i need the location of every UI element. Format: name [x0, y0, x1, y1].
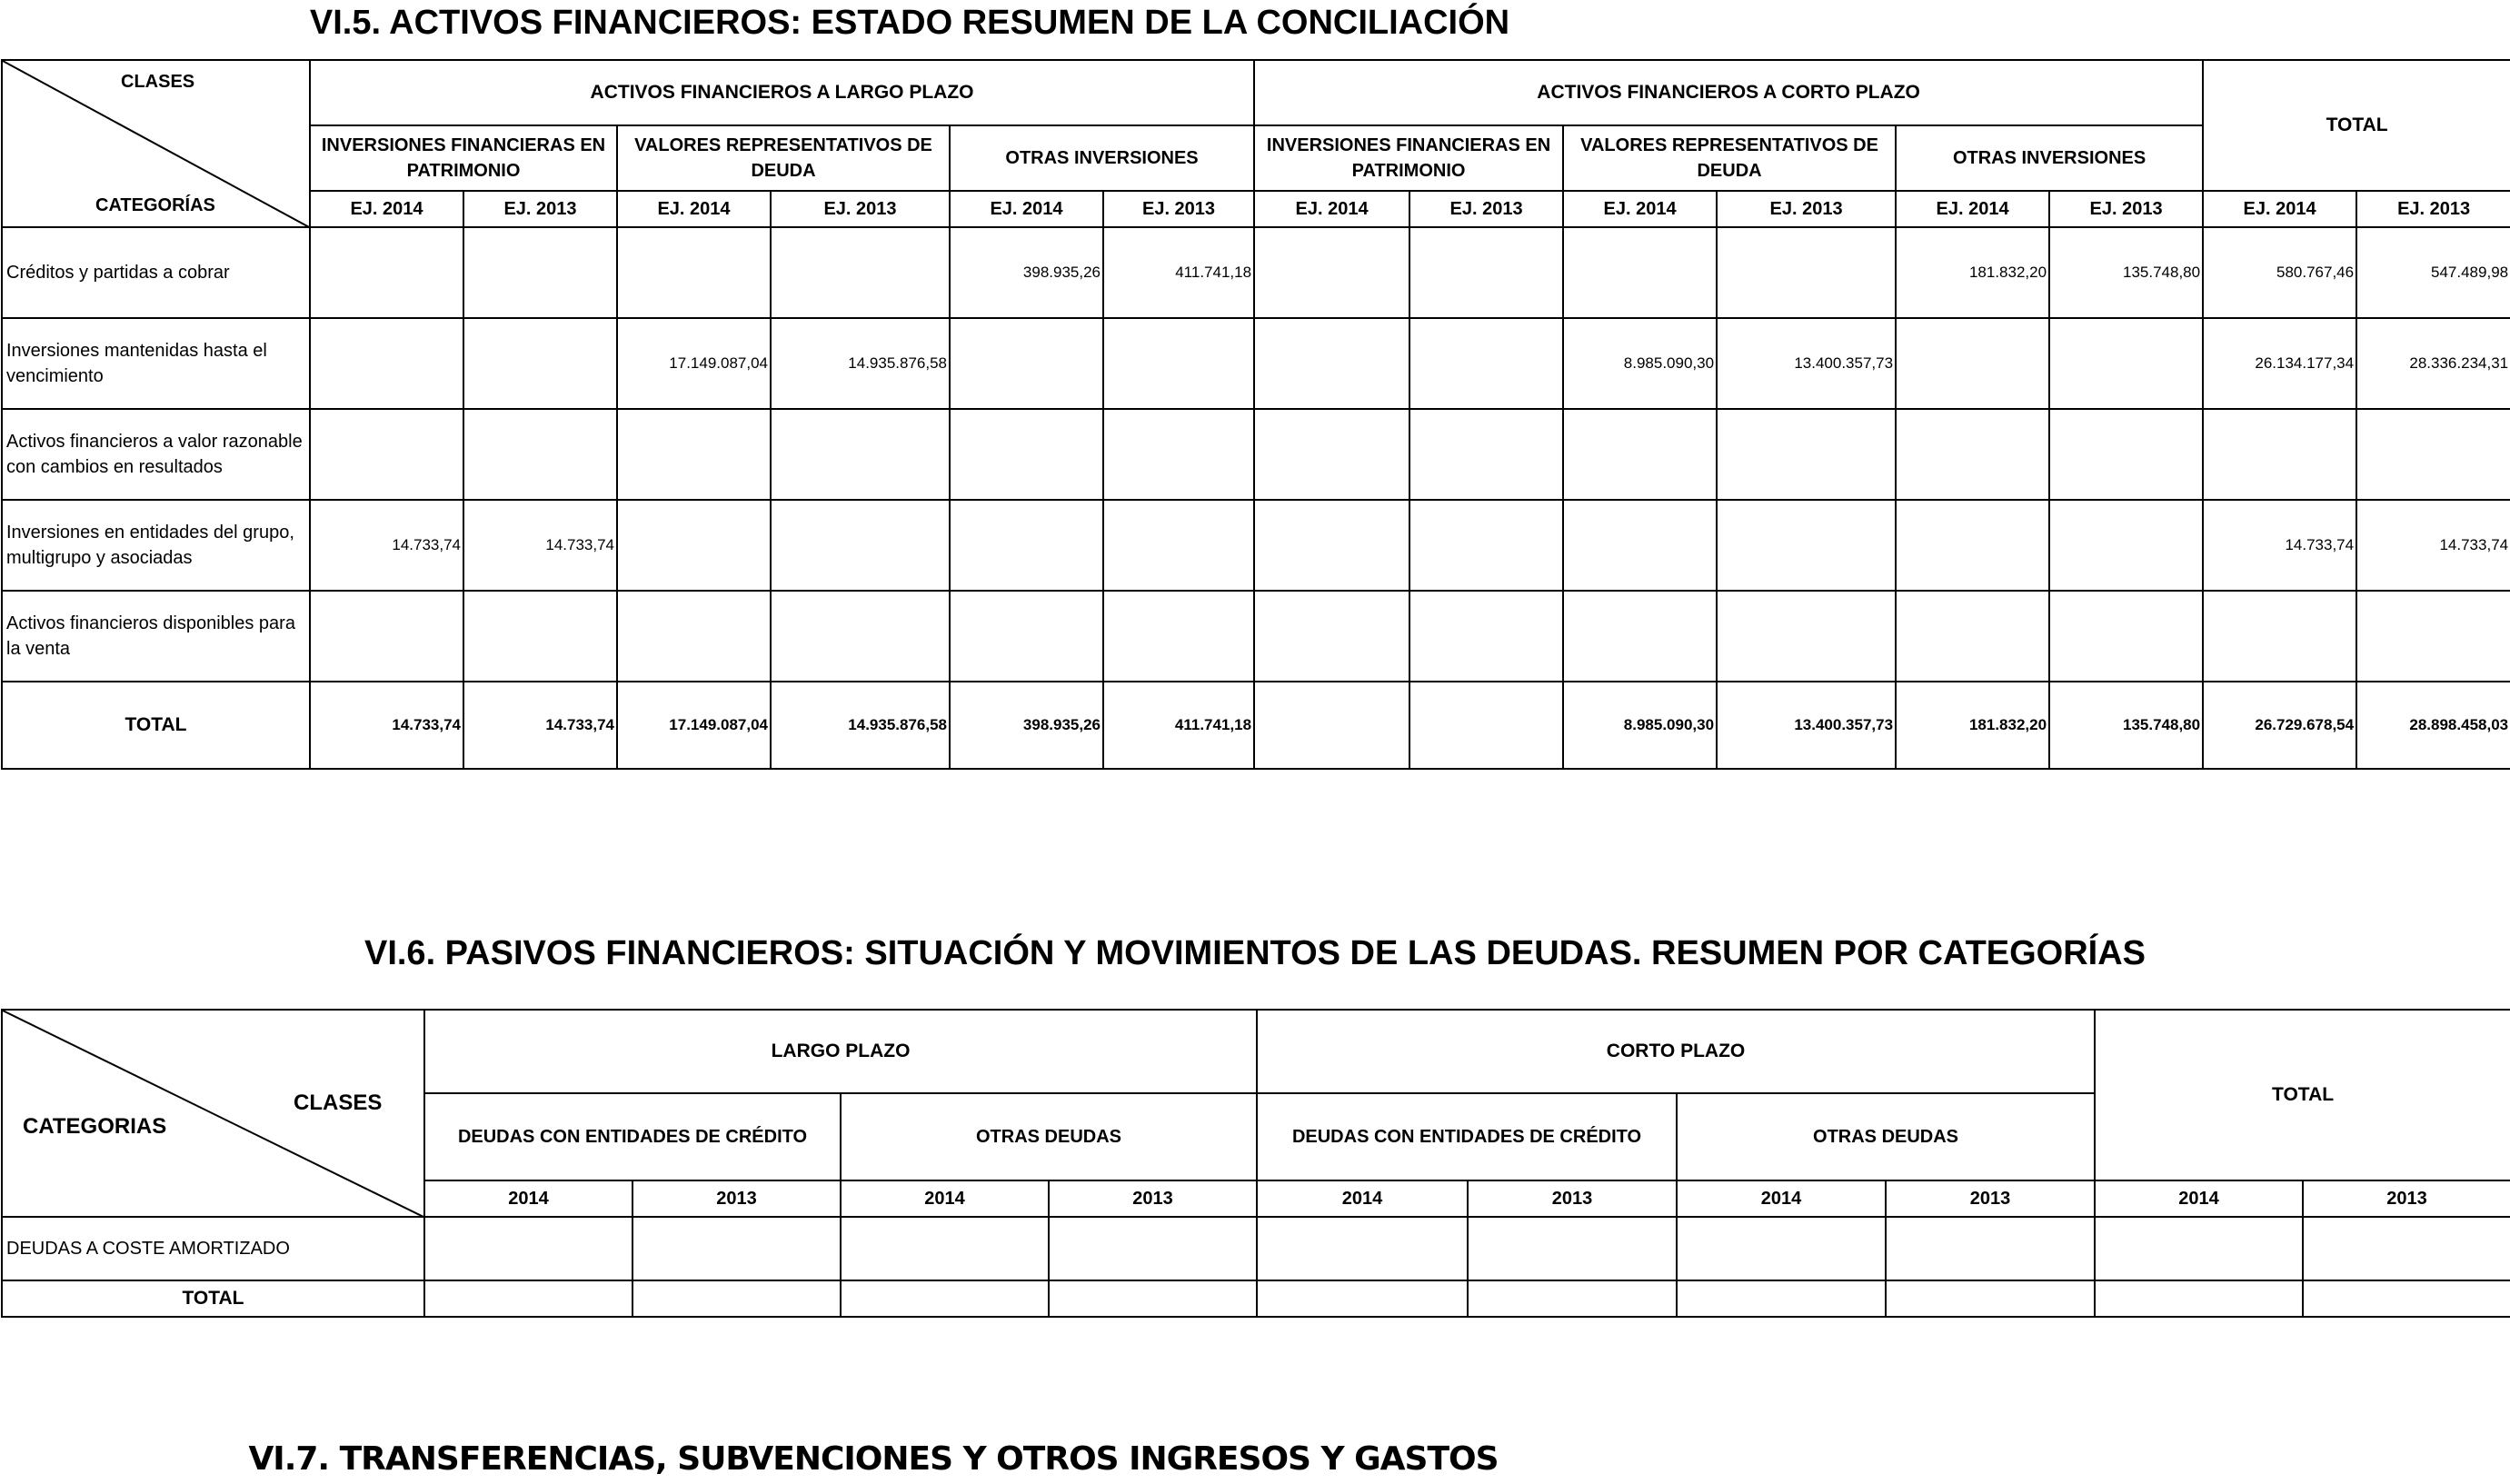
table-cell — [950, 500, 1103, 591]
table-cell — [617, 591, 771, 682]
table-cell — [463, 409, 617, 500]
subheader: OTRAS INVERSIONES — [1896, 125, 2203, 191]
table-cell — [1896, 591, 2049, 682]
total-cell — [1886, 1280, 2095, 1317]
table-cell — [1254, 227, 1409, 318]
total-row — [2, 682, 2510, 769]
year-header: EJ. 2013 — [463, 191, 617, 227]
total-cell — [2303, 1280, 2510, 1317]
group-header-largo: ACTIVOS FINANCIEROS A LARGO PLAZO — [310, 60, 1254, 125]
table-cell: 26.134.177,34 — [2203, 318, 2356, 409]
activos-financieros-table — [1, 59, 2510, 770]
table-cell — [2303, 1217, 2510, 1280]
table-row — [2, 1217, 2510, 1280]
year-header: EJ. 2013 — [1717, 191, 1896, 227]
subheader: DEUDAS CON ENTIDADES DE CRÉDITO — [424, 1093, 841, 1180]
table-cell — [1896, 500, 2049, 591]
total-cell — [1409, 682, 1563, 769]
table-cell — [1103, 591, 1254, 682]
table-cell — [2049, 500, 2203, 591]
section-title-activos: VI.5. ACTIVOS FINANCIEROS: ESTADO RESUMEN DE LA CONCILIACIÓN — [309, 4, 1510, 42]
corner-label-categorias: CATEGORÍAS — [95, 195, 215, 215]
year-header: EJ. 2013 — [1103, 191, 1254, 227]
table-cell — [2203, 591, 2356, 682]
group-header-corto: ACTIVOS FINANCIEROS A CORTO PLAZO — [1254, 60, 2203, 125]
total-cell: 14.733,74 — [463, 682, 617, 769]
table-cell — [463, 318, 617, 409]
table-cell — [2049, 591, 2203, 682]
table-cell — [2049, 318, 2203, 409]
table-cell — [1563, 500, 1717, 591]
table-cell — [2356, 409, 2510, 500]
table-cell — [310, 409, 463, 500]
table-cell: 398.935,26 — [950, 227, 1103, 318]
table-cell — [1409, 227, 1563, 318]
table-cell — [1896, 318, 2049, 409]
total-cell: 13.400.357,73 — [1717, 682, 1896, 769]
table-cell — [1677, 1217, 1886, 1280]
year-header: 2013 — [1468, 1180, 1677, 1217]
table-cell — [1103, 318, 1254, 409]
year-header: EJ. 2014 — [617, 191, 771, 227]
year-header: 2014 — [2095, 1180, 2303, 1217]
total-cell: 14.935.876,58 — [771, 682, 950, 769]
table-cell — [1717, 227, 1896, 318]
table-cell: 580.767,46 — [2203, 227, 2356, 318]
total-cell — [632, 1280, 841, 1317]
year-header: EJ. 2013 — [771, 191, 950, 227]
year-header: EJ. 2014 — [310, 191, 463, 227]
table-cell — [1717, 409, 1896, 500]
year-header: 2013 — [2303, 1180, 2510, 1217]
subheader: OTRAS DEUDAS — [841, 1093, 1257, 1180]
subheader: VALORES REPRESENTATIVOS DE DEUDA — [617, 125, 950, 191]
total-cell: 8.985.090,30 — [1563, 682, 1717, 769]
table-cell — [950, 318, 1103, 409]
table-cell: 181.832,20 — [1896, 227, 2049, 318]
group-header-largo: LARGO PLAZO — [424, 1010, 1257, 1093]
table-cell: 13.400.357,73 — [1717, 318, 1896, 409]
total-cell: 28.898.458,03 — [2356, 682, 2510, 769]
year-header: 2013 — [1886, 1180, 2095, 1217]
table-cell — [2356, 591, 2510, 682]
year-header: EJ. 2014 — [1254, 191, 1409, 227]
row-label: Inversiones mantenidas hasta el vencimiento — [2, 318, 310, 409]
total-cell — [424, 1280, 632, 1317]
table-cell — [463, 591, 617, 682]
table-cell — [1717, 500, 1896, 591]
corner-label-clases: CLASES — [121, 72, 195, 92]
total-cell: 398.935,26 — [950, 682, 1103, 769]
corner-label-categorias: CATEGORIAS — [23, 1114, 167, 1139]
total-cell — [1049, 1280, 1257, 1317]
table-cell: 17.149.087,04 — [617, 318, 771, 409]
table-row — [2, 227, 2510, 318]
total-cell: 181.832,20 — [1896, 682, 2049, 769]
table-cell — [771, 500, 950, 591]
table-cell: 28.336.234,31 — [2356, 318, 2510, 409]
table-cell — [310, 591, 463, 682]
table-cell — [771, 227, 950, 318]
total-label: TOTAL — [2, 682, 310, 769]
group-header-corto: CORTO PLAZO — [1257, 1010, 2095, 1093]
table-cell — [950, 409, 1103, 500]
total-cell: 135.748,80 — [2049, 682, 2203, 769]
year-header: EJ. 2014 — [2203, 191, 2356, 227]
row-label: Inversiones en entidades del grupo, multigrupo y asociadas — [2, 500, 310, 591]
total-cell — [1254, 682, 1409, 769]
year-header: EJ. 2013 — [2049, 191, 2203, 227]
corner-label-clases: CLASES — [294, 1091, 383, 1115]
year-header: 2014 — [1257, 1180, 1468, 1217]
corner-header — [2, 60, 310, 227]
table-cell — [1254, 500, 1409, 591]
table-cell: 14.733,74 — [463, 500, 617, 591]
row-label: Créditos y partidas a cobrar — [2, 227, 310, 318]
table-cell — [1103, 500, 1254, 591]
table-cell — [424, 1217, 632, 1280]
subheader: OTRAS DEUDAS — [1677, 1093, 2095, 1180]
section-title-pasivos: VI.6. PASIVOS FINANCIEROS: SITUACIÓN Y MOVIMIENTOS DE LAS DEUDAS. RESUMEN POR CATEGORÍAS — [364, 934, 2146, 972]
table-cell — [1254, 409, 1409, 500]
year-header: 2013 — [632, 1180, 841, 1217]
total-cell — [841, 1280, 1049, 1317]
table-cell — [1717, 591, 1896, 682]
year-header: 2014 — [424, 1180, 632, 1217]
year-header: 2014 — [841, 1180, 1049, 1217]
table-cell — [1409, 591, 1563, 682]
table-cell — [841, 1217, 1049, 1280]
total-cell — [1677, 1280, 1886, 1317]
table-cell — [1103, 409, 1254, 500]
subheader: INVERSIONES FINANCIERAS EN PATRIMONIO — [1254, 125, 1563, 191]
table-cell — [771, 591, 950, 682]
total-cell: 26.729.678,54 — [2203, 682, 2356, 769]
table-cell — [617, 409, 771, 500]
table-cell — [310, 318, 463, 409]
pasivos-financieros-table — [1, 1009, 2510, 1318]
total-cell: 17.149.087,04 — [617, 682, 771, 769]
table-cell: 14.733,74 — [2356, 500, 2510, 591]
total-cell — [1468, 1280, 1677, 1317]
table-cell: 8.985.090,30 — [1563, 318, 1717, 409]
table-cell — [1409, 500, 1563, 591]
table-cell — [463, 227, 617, 318]
table-cell — [1563, 227, 1717, 318]
table-cell — [1254, 591, 1409, 682]
table-cell — [1563, 409, 1717, 500]
corner-header — [2, 1010, 424, 1217]
total-cell — [2095, 1280, 2303, 1317]
table-row — [2, 500, 2510, 591]
subheader: DEUDAS CON ENTIDADES DE CRÉDITO — [1257, 1093, 1677, 1180]
group-header-total: TOTAL — [2203, 60, 2510, 191]
table-cell — [950, 591, 1103, 682]
table-cell — [310, 227, 463, 318]
table-cell: 547.489,98 — [2356, 227, 2510, 318]
table-row — [2, 591, 2510, 682]
table-cell — [2203, 409, 2356, 500]
table-cell — [1257, 1217, 1468, 1280]
table-cell — [1409, 318, 1563, 409]
group-header-total: TOTAL — [2095, 1010, 2510, 1180]
table-cell: 14.733,74 — [310, 500, 463, 591]
year-header: 2013 — [1049, 1180, 1257, 1217]
table-cell — [1468, 1217, 1677, 1280]
table-row — [2, 409, 2510, 500]
row-label: Activos financieros a valor razonable con cambios en resultados — [2, 409, 310, 500]
table-cell — [1563, 591, 1717, 682]
table-cell: 411.741,18 — [1103, 227, 1254, 318]
total-cell: 411.741,18 — [1103, 682, 1254, 769]
year-header: 2014 — [1677, 1180, 1886, 1217]
total-cell — [1257, 1280, 1468, 1317]
year-header: EJ. 2014 — [1563, 191, 1717, 227]
table-cell — [2095, 1217, 2303, 1280]
table-cell: 135.748,80 — [2049, 227, 2203, 318]
total-label: TOTAL — [2, 1280, 424, 1317]
subheader: OTRAS INVERSIONES — [950, 125, 1254, 191]
subheader: VALORES REPRESENTATIVOS DE DEUDA — [1563, 125, 1896, 191]
table-cell — [1896, 409, 2049, 500]
table-cell — [617, 500, 771, 591]
table-cell: 14.935.876,58 — [771, 318, 950, 409]
table-cell — [1886, 1217, 2095, 1280]
year-header: EJ. 2013 — [2356, 191, 2510, 227]
table-cell — [1049, 1217, 1257, 1280]
year-header: EJ. 2013 — [1409, 191, 1563, 227]
section-title-transferencias: VI.7. TRANSFERENCIAS, SUBVENCIONES Y OTROS INGRESOS Y GASTOS — [248, 1440, 1499, 1478]
table-cell — [771, 409, 950, 500]
table-cell — [632, 1217, 841, 1280]
table-cell: 14.733,74 — [2203, 500, 2356, 591]
subheader: INVERSIONES FINANCIERAS EN PATRIMONIO — [310, 125, 617, 191]
total-cell: 14.733,74 — [310, 682, 463, 769]
row-label: Activos financieros disponibles para la venta — [2, 591, 310, 682]
table-cell — [1409, 409, 1563, 500]
year-header: EJ. 2014 — [950, 191, 1103, 227]
table-cell — [617, 227, 771, 318]
table-row — [2, 318, 2510, 409]
table-cell — [1254, 318, 1409, 409]
year-header: EJ. 2014 — [1896, 191, 2049, 227]
total-row — [2, 1280, 2510, 1317]
row-label: DEUDAS A COSTE AMORTIZADO — [2, 1217, 424, 1280]
table-cell — [2049, 409, 2203, 500]
